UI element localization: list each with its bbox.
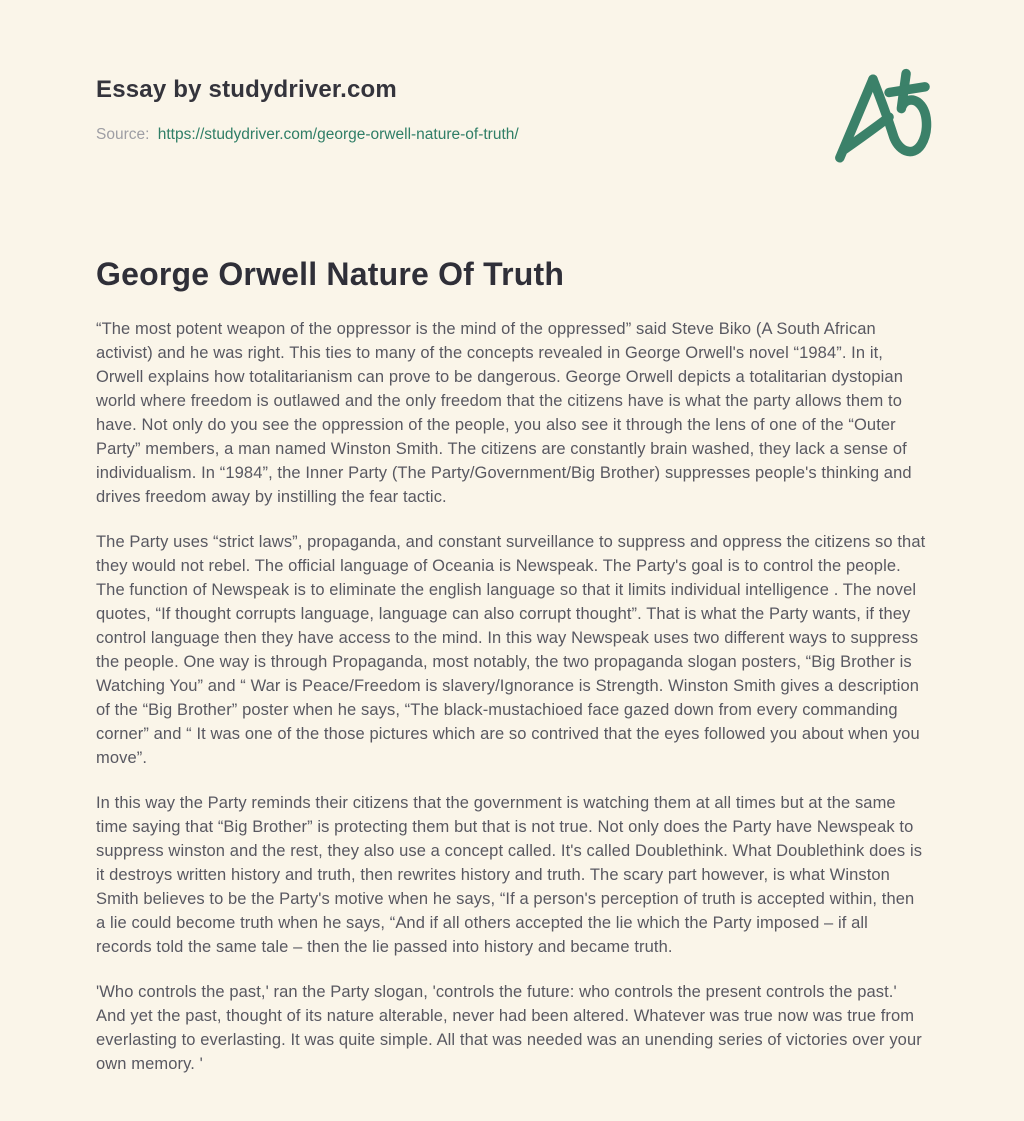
essay-paragraph-3: In this way the Party reminds their citizens that the government is watching them at all times but at the same time saying that “Big Brother” is protecting them but that is not true. Not only does the Party have Newspeak to suppress winston and the rest, they also use a concept called. It's called Doublethink. What Doublethink does is it destroys written history and truth, then rewrites history and truth. The scary part however, is what Winston Smith believes to be the Party's motive when he says, “If a person's perception of truth is accepted within, then a lie could become truth when he says, “And if all others accepted the lie which the Party imposed – if all records told the same tale – then the lie passed into history and became truth. (96, 794, 923, 956)
document-header (96, 76, 927, 144)
source-line (96, 126, 927, 144)
source-link[interactable]: https://studydriver.com/george-orwell-nature-of-truth/ (157, 126, 519, 143)
essay-title: George Orwell Nature Of Truth (96, 256, 565, 292)
essay-paragraph-2: The Party uses “strict laws”, propaganda, and constant surveillance to suppress and oppress the citizens so that they would not rebel. The official language of Oceania is Newspeak. The Party's goal is to control the people. The function of Newspeak is to eliminate the english language so that it limits individual intelligence . The novel quotes, “If thought corrupts language, language can also corrupt thought”. That is what the Party wants, if they control language then they have access to the mind. In this way Newspeak uses two different ways to suppress the people. One way is through Propaganda, most notably, the two propaganda slogan posters, “Big Brother is Watching You” and “ War is Peace/Freedom is slavery/Ignorance is Strength. Winston Smith gives a description of the “Big Brother” poster when he says, “The black-mustachioed face gazed down from every commanding corner” and “ It was one of the those pictures which are so contrived that the eyes followed you about when you move”. (96, 533, 926, 767)
studydriver-a-plus-logo-icon (819, 60, 961, 178)
essay-paragraph-4: 'Who controls the past,' ran the Party slogan, 'controls the future: who controls the present controls the past.' And yet the past, thought of its nature alterable, never had been altered. Whatever was true now was true from everlasting to everlasting. It was quite simple. All that was needed was an unending series of victories over your own memory. ' (96, 983, 922, 1073)
essay-article (96, 256, 927, 1076)
essay-body (96, 317, 927, 1076)
source-label: Source: (96, 126, 150, 143)
essay-paragraph-1: “The most potent weapon of the oppressor is the mind of the oppressed” said Steve Biko (A South African activist) and he was right. This ties to many of the concepts revealed in George Orwell's novel “1984”. In it, Orwell explains how totalitarianism can prove to be dangerous. George Orwell depicts a totalitarian dystopian world where freedom is outlawed and the only freedom that the citizens have is what the party allows them to have. Not only do you see the oppression of the people, you also see it through the lens of one of the “Outer Party” members, a man named Winston Smith. The citizens are constantly brain washed, they lack a sense of individualism. In “1984”, the Inner Party (The Party/Government/Big Brother) suppresses people's thinking and drives freedom away by instilling the fear tactic. (96, 320, 912, 506)
page-title: Essay by studydriver.com (96, 76, 397, 103)
